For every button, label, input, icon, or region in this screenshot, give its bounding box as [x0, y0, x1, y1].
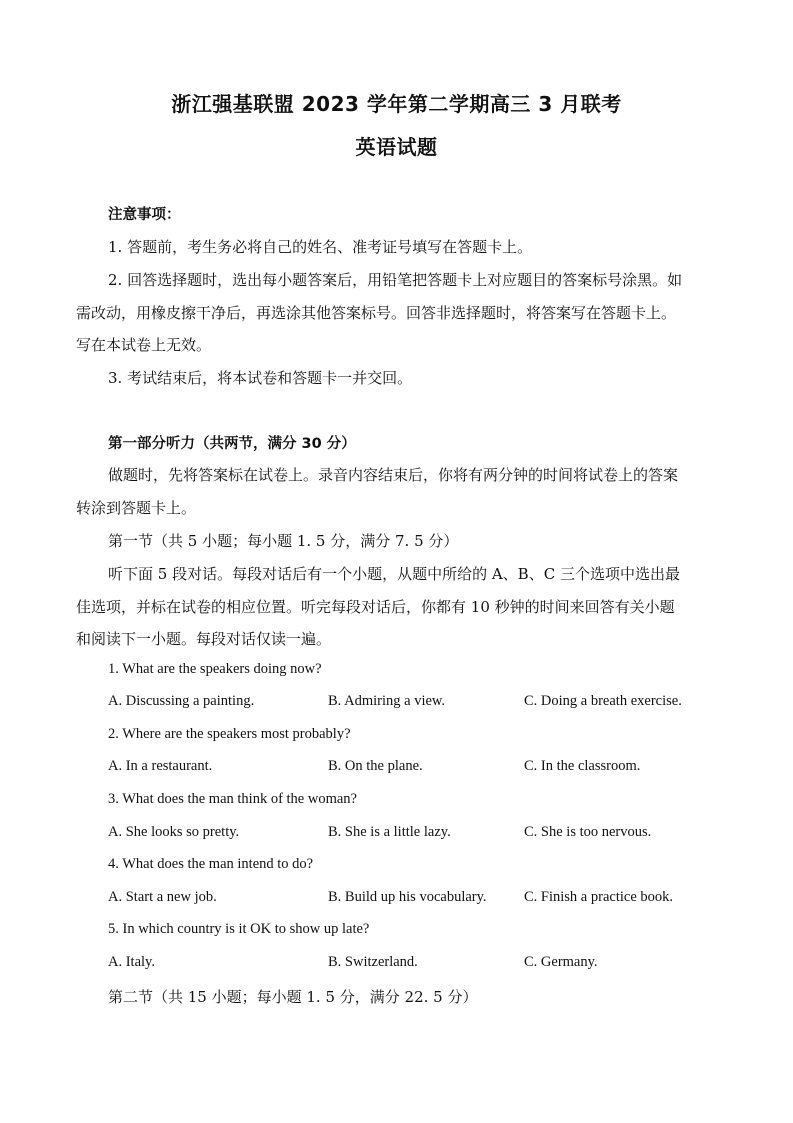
notice-item-2-line-3: 写在本试卷上无效。 — [76, 336, 212, 354]
question-option-c: C. She is too nervous. — [524, 824, 652, 840]
section1-intro-line-3: 和阅读下一小题。每段对话仅读一遍。 — [76, 630, 332, 648]
section1-heading: 第一节（共 5 小题；每小题 1. 5 分，满分 7. 5 分） — [108, 532, 459, 550]
notice-item-2-line-2: 需改动，用橡皮擦干净后，再选涂其他答案标号。回答非选择题时，将答案写在答题卡上。 — [76, 304, 677, 322]
question-option-c: C. Germany. — [524, 954, 598, 970]
question-option-c: C. In the classroom. — [524, 758, 641, 774]
part1-heading: 第一部分听力（共两节，满分 30 分） — [108, 436, 356, 452]
question-option-c: C. Doing a breath exercise. — [524, 693, 682, 709]
notice-heading: 注意事项： — [108, 207, 181, 223]
question-option-c: C. Finish a practice book. — [524, 889, 674, 905]
question-option-b: B. Build up his vocabulary. — [328, 889, 487, 905]
question-option-b: B. On the plane. — [328, 758, 423, 774]
question-option-a: A. In a restaurant. — [108, 758, 213, 774]
question-stem: 3. What does the man think of the woman? — [108, 791, 357, 807]
question-option-b: B. Admiring a view. — [328, 693, 446, 709]
notice-item-1: 1. 答题前，考生务必将自己的姓名、准考证号填写在答题卡上。 — [108, 238, 533, 256]
question-option-a: A. She looks so pretty. — [108, 824, 240, 840]
question-option-a: A. Start a new job. — [108, 889, 217, 905]
question-option-b: B. She is a little lazy. — [328, 824, 451, 840]
exam-subtitle: 英语试题 — [355, 135, 438, 159]
question-option-b: B. Switzerland. — [328, 954, 418, 970]
question-option-a: A. Italy. — [108, 954, 155, 970]
section2-heading: 第二节（共 15 小题；每小题 1. 5 分，满分 22. 5 分） — [108, 988, 478, 1006]
question-stem: 2. Where are the speakers most probably? — [108, 726, 351, 742]
question-stem: 5. In which country is it OK to show up late? — [108, 921, 370, 937]
part1-intro-line-2: 转涂到答题卡上。 — [76, 499, 197, 517]
exam-title: 浙江强基联盟 2023 学年第二学期高三 3 月联考 — [171, 92, 622, 116]
section1-intro-line-2: 佳选项，并标在试卷的相应位置。听完每段对话后，你都有 10 秒钟的时间来回答有关小题 — [76, 598, 675, 616]
notice-item-3: 3. 考试结束后，将本试卷和答题卡一并交回。 — [108, 369, 413, 387]
section1-intro-line-1: 听下面 5 段对话。每段对话后有一个小题，从题中所给的 A、B、C 三个选项中选出最 — [108, 565, 680, 583]
part1-intro-line-1: 做题时，先将答案标在试卷上。录音内容结束后，你将有两分钟的时间将试卷上的答案 — [108, 466, 679, 484]
notice-item-2-line-1: 2. 回答选择题时，选出每小题答案后，用铅笔把答题卡上对应题目的答案标号涂黑。如 — [108, 271, 683, 289]
question-option-a: A. Discussing a painting. — [108, 693, 255, 709]
question-stem: 4. What does the man intend to do? — [108, 856, 314, 872]
question-stem: 1. What are the speakers doing now? — [108, 661, 322, 677]
